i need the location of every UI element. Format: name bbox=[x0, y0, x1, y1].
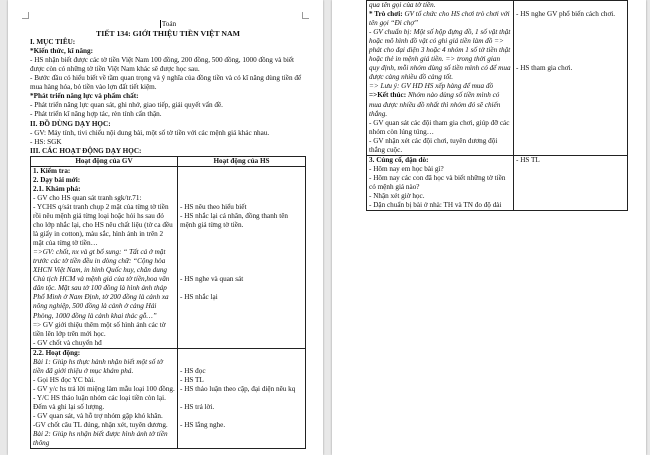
teacher-activity-line: - GV quan sát các đội tham gia chơi, giúp đỡ các nhóm còn lúng túng… bbox=[369, 118, 510, 136]
teacher-activity-line: => GV giới thiệu thêm một số hình ảnh các tờ tiền lên lớp trên mới học. bbox=[33, 320, 166, 338]
student-activity-line: - HS TL bbox=[180, 375, 204, 384]
student-activity-line bbox=[180, 284, 303, 293]
student-activity-line bbox=[516, 55, 625, 64]
teacher-activity-line: - Hôm nay em học bài gì? bbox=[369, 164, 444, 173]
student-activity-line bbox=[180, 394, 303, 403]
table-body-left bbox=[31, 166, 306, 448]
teacher-activity-line: =>GV: chốt, nx và gt bổ sung: “ Tất cả ở mặt trước các tờ tiền đều in dòng chữ: “Cộng hòa XHCN Việt Nam, in hình Quốc huy, chân dung Chủ tịch HCM và mệnh giá của tờ tiền,hoa văn dân tộc. Mặt sau tờ 100 đồng là hình ảnh tháp Phổ Minh ở Nam Định, tờ 200 đồng là cảnh xa nông nghiệp, 500 đồng là cảnh ở cảng Hải Phòng, 1000 đồng là cảnh khai thác gỗ…” bbox=[33, 248, 170, 320]
page-content-left bbox=[30, 20, 306, 449]
section-heading: *Kiến thức, kĩ năng: bbox=[30, 47, 94, 56]
teacher-activity-line: qua tên gọi của tờ tiền. bbox=[369, 1, 436, 9]
teacher-activity-line: * Trò chơi: GV tổ chức cho HS chơi trò chơi với tên gọi “Đi chợ” bbox=[369, 10, 510, 28]
teacher-activity-line: - Nhận xét giờ học. bbox=[369, 191, 425, 200]
table-row bbox=[31, 348, 306, 449]
table-row bbox=[31, 166, 306, 348]
teacher-activity-line: => Lưu ý: GV HD HS xếp hàng để mua đồ bbox=[369, 82, 494, 91]
paragraph: - HS: SGK bbox=[30, 137, 62, 146]
student-activity-line bbox=[180, 230, 303, 239]
student-activity-line: - HS nhắc lại bbox=[180, 293, 218, 302]
paragraph: - Phát triển năng lực quan sát, ghi nhớ, giao tiếp, giải quyết vấn đề. bbox=[30, 101, 223, 110]
teacher-activity-line: - Y/C HS thảo luận nhóm các loại tiền còn lại. Đếm và ghi lại số lượng. bbox=[33, 393, 166, 411]
teacher-activity-line: - Gọi HS đọc YC bài. bbox=[33, 375, 96, 384]
student-activity-line bbox=[180, 349, 303, 358]
student-activity-cell bbox=[514, 155, 628, 210]
teacher-activity-line: - YCHS q/sát tranh chụp 2 mặt của từng tờ tiền rồi nêu mệnh giá từng loại hoặc hỏi hs sau đó cho lớp nhắc lại, cho HS nêu chất liệu (tờ ca đều là giấy in cotton), màu sắc, hình ảnh in trên 2 mặt của từng tờ tiền… bbox=[33, 202, 173, 248]
page-content-right bbox=[366, 0, 628, 211]
page-margin-mark bbox=[302, 12, 309, 19]
document-page-right bbox=[332, 0, 646, 455]
student-activity-line: - HS trả lời. bbox=[180, 402, 215, 411]
table-body-right bbox=[367, 1, 628, 211]
activity-heading: 2.2. Hoạt động: bbox=[33, 348, 81, 357]
text-cursor bbox=[160, 20, 161, 28]
paragraph: - Bước đầu có hiểu biết về tầm quan trọng và ý nghĩa của đồng tiền và có kĩ năng dùng tiền để mua hàng hóa, bỏ tiền vào lợn đất tiết kiệm. bbox=[30, 74, 302, 92]
student-activity-cell bbox=[178, 348, 306, 449]
teacher-activity-line: - Hôm nay các con đã học và biết những tờ tiền có mệnh giá nào? bbox=[369, 173, 506, 191]
teacher-activity-line: Bài 2: Giúp hs nhận biết được hình ảnh tờ tiền thông bbox=[33, 430, 168, 448]
activity-heading: 3. Củng cố, dặn dò: bbox=[369, 155, 429, 164]
student-activity-cell bbox=[178, 166, 306, 348]
student-activity-line bbox=[180, 185, 303, 194]
teacher-activity-line: - GV chốt và chuyển hđ bbox=[33, 338, 102, 347]
paragraph: - GV: Máy tính, tivi chiếu nội dung bài, một số tờ tiền với các mệnh giá khác nhau. bbox=[30, 128, 270, 137]
lesson-title: TIẾT 134: GIỚI THIỆU TIỀN VIỆT NAM bbox=[96, 29, 240, 39]
student-activity-line bbox=[516, 1, 625, 10]
subject-label: Toán bbox=[161, 20, 177, 28]
student-activity-line bbox=[180, 176, 303, 185]
student-activity-line: - HS nghe và quan sát bbox=[180, 275, 244, 284]
student-activity-line bbox=[180, 257, 303, 266]
teacher-activity-line: - Dặn chuẩn bị bài ở nhà: TH và TN đo độ dài bbox=[369, 201, 502, 210]
activities-table-right bbox=[366, 0, 628, 211]
table-row bbox=[367, 155, 628, 210]
section-heading: *Phát triển năng lực và phẩm chất: bbox=[30, 92, 139, 101]
activity-heading: 2. Dạy bài mới: bbox=[33, 175, 81, 184]
table-header-student: Hoạt động của HS bbox=[178, 156, 306, 166]
section-heading: III. CÁC HOẠT ĐỘNG DẠY HỌC: bbox=[30, 146, 142, 155]
activities-table-left bbox=[30, 156, 306, 450]
table-header-teacher: Hoạt động của GV bbox=[31, 156, 178, 166]
teacher-activity-cell bbox=[367, 155, 514, 210]
student-activity-line bbox=[180, 248, 303, 257]
student-activity-line: - HS thảo luận theo cặp, đại diện nêu kq bbox=[180, 384, 296, 393]
teacher-activity-line: =>Kết thúc: Nhóm nào dùng số tiền mình có mua được nhiều đồ nhất thì nhóm đó sẽ chiến thắng. bbox=[369, 91, 501, 118]
student-activity-line bbox=[180, 266, 303, 275]
student-activity-line bbox=[180, 358, 303, 367]
section-heading: II. ĐỒ DÙNG DẠY HỌC: bbox=[30, 119, 111, 128]
teacher-activity-line: Bài 1: Giúp hs thực hành nhận biết một số tờ tiền đã giới thiệu ở mục khám phá. bbox=[33, 357, 163, 375]
teacher-activity-line: -GV chốt câu TL đúng, nhận xét, tuyên dương. bbox=[33, 421, 168, 430]
student-activity-line: - HS nêu theo hiểu biết bbox=[180, 202, 247, 211]
student-activity-line: - HS lắng nghe. bbox=[180, 421, 226, 430]
activity-heading: 2.1. Khám phá: bbox=[33, 184, 81, 193]
page-margin-mark bbox=[22, 12, 29, 19]
paragraph: - Phát triển kĩ năng hợp tác, rèn tính cẩn thận. bbox=[30, 110, 162, 119]
activity-heading: 1. Kiểm tra: bbox=[33, 166, 71, 175]
document-page-left bbox=[8, 0, 323, 455]
teacher-activity-cell bbox=[367, 1, 514, 156]
teacher-activity-line: - GV chuẩn bị: Một số hộp đựng đồ, 1 số vật thật hoặc mô hình đồ vật có ghi giá tiền làm đồ => phát cho đại diện 3 hoặc 4 nhóm 1 số tờ tiền thật hoặc thẻ in mệnh giá tiền. => trong thời gian quy định, mỗi nhóm dùng số tiền mình có để mua được càng nhiều đồ càng tốt. bbox=[369, 28, 511, 82]
student-activity-line bbox=[516, 19, 625, 28]
student-activity-line: - HS đọc bbox=[180, 366, 206, 375]
student-activity-line: - HS TL bbox=[516, 155, 540, 164]
lesson-sections bbox=[30, 38, 306, 156]
student-activity-line: - HS nghe GV phổ biến cách chơi. bbox=[516, 10, 616, 19]
paragraph: - HS nhận biết được các tờ tiền Việt Nam 100 đồng, 200 đồng, 500 đồng, 1000 đồng và biết được còn có những tờ tiền Việt Nam khác sẽ được học sau. bbox=[30, 56, 295, 74]
teacher-activity-line: - GV cho HS quan sát tranh sgk/tr.71: bbox=[33, 193, 142, 202]
teacher-activity-line: - GV y/c hs trả lời miệng làm mẫu loại 100 đồng. bbox=[33, 384, 175, 393]
student-activity-cell bbox=[514, 1, 628, 156]
table-row bbox=[367, 1, 628, 156]
student-activity-line bbox=[516, 37, 625, 46]
teacher-activity-line: - GV quan sát, và hỗ trợ nhóm gặp khó khăn. bbox=[33, 412, 163, 421]
student-activity-line bbox=[180, 194, 303, 203]
student-activity-line bbox=[180, 412, 303, 421]
student-activity-line: - HS nhắc lại cá nhân, đồng thanh tên mệnh giá từng tờ tiền. bbox=[180, 211, 288, 230]
section-heading: I. MỤC TIÊU: bbox=[30, 38, 76, 47]
student-activity-line bbox=[180, 239, 303, 248]
student-activity-line bbox=[180, 167, 303, 176]
teacher-activity-cell bbox=[31, 166, 178, 348]
teacher-activity-line: - GV nhận xét các đội chơi, tuyên dương đội thắng cuộc. bbox=[369, 136, 498, 154]
subject-line[interactable] bbox=[30, 20, 306, 29]
student-activity-line: - HS tham gia chơi. bbox=[516, 64, 573, 73]
student-activity-line bbox=[516, 46, 625, 55]
teacher-activity-cell bbox=[31, 348, 178, 449]
student-activity-line bbox=[516, 28, 625, 37]
